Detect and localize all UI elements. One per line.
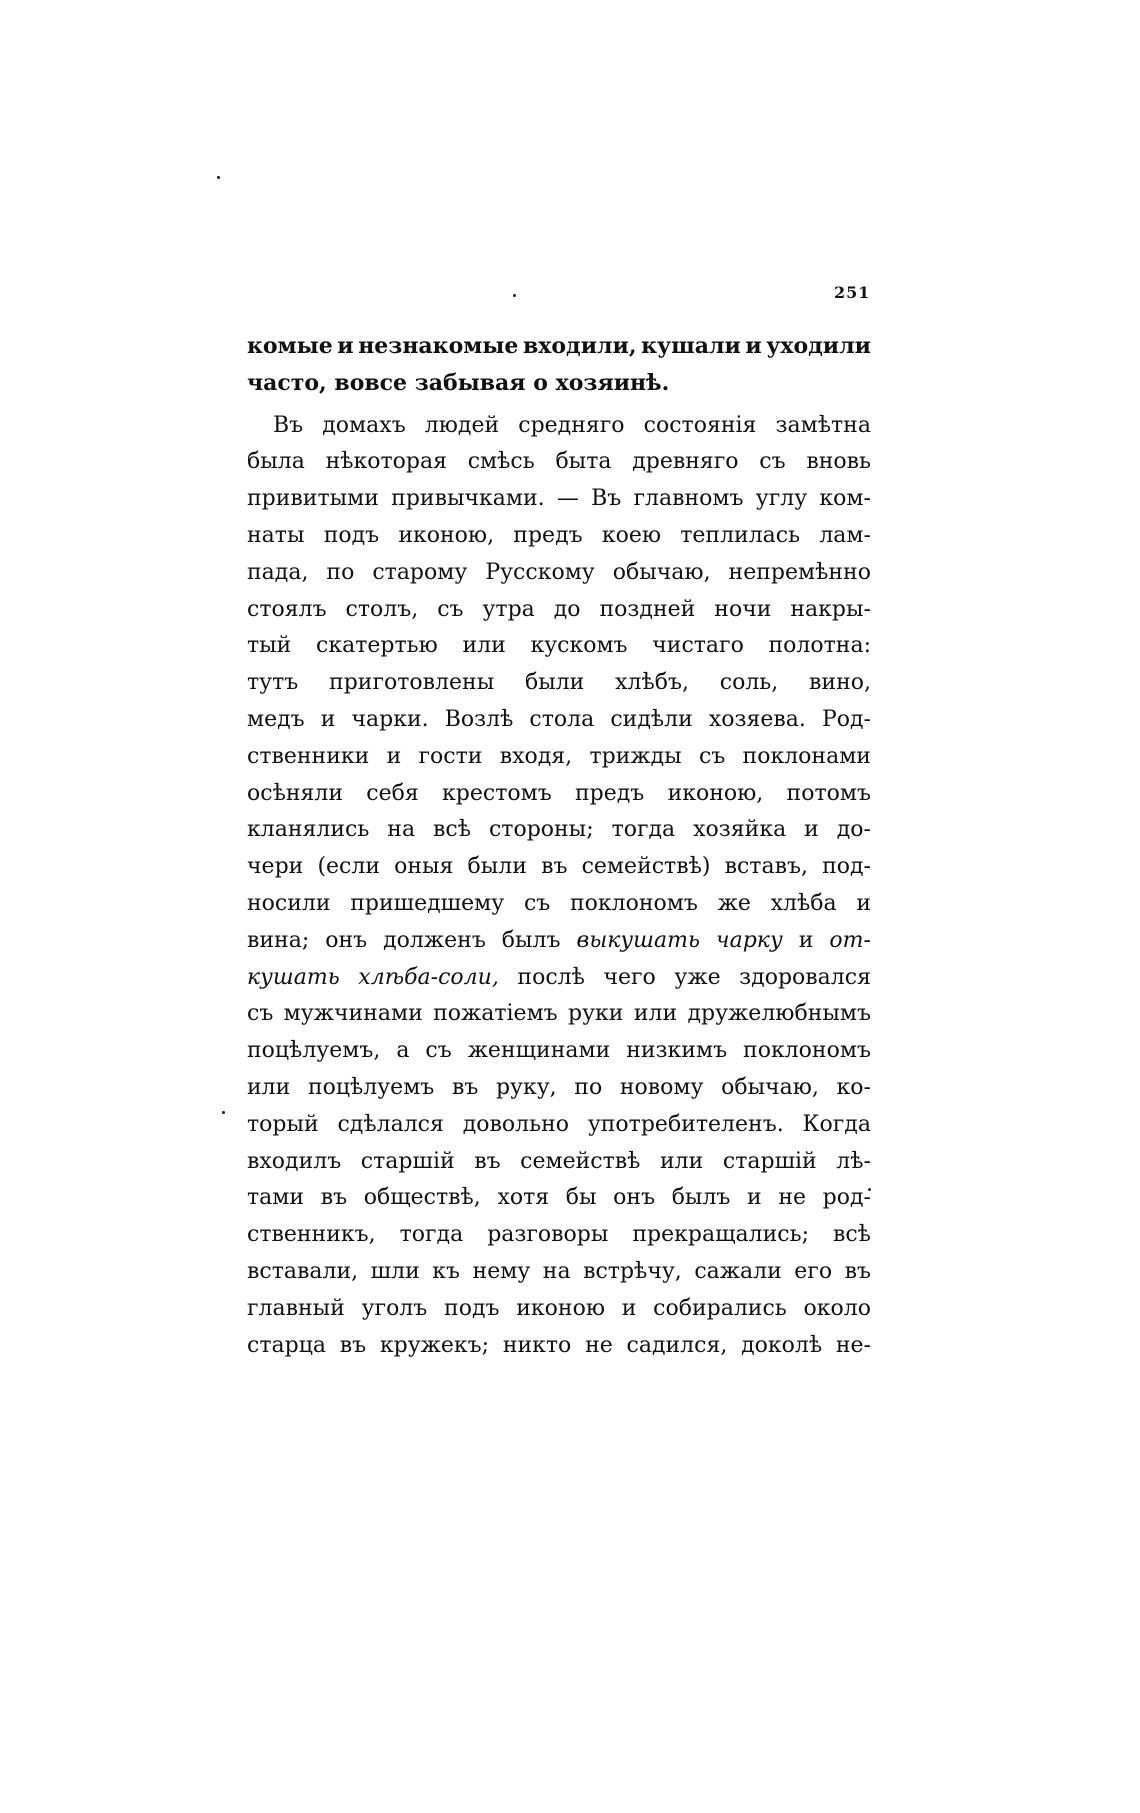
word: соль, (719, 670, 779, 696)
word: вовсе (334, 369, 408, 396)
word: по (326, 559, 355, 585)
word: и (798, 927, 814, 953)
word: приготовлены (329, 670, 495, 696)
word: (если (317, 854, 380, 880)
text-line (247, 996, 871, 1033)
word: съ (437, 596, 464, 622)
word: на (387, 817, 416, 843)
word: Род- (821, 706, 871, 732)
word: на (542, 1258, 571, 1284)
word: уголъ (361, 1295, 428, 1321)
text-line (247, 1070, 871, 1107)
word: низкимъ (626, 1038, 728, 1064)
word: комые (247, 333, 333, 359)
word: хлѣбъ, (615, 670, 689, 696)
word: или (247, 1074, 291, 1100)
word: ко- (836, 1074, 871, 1100)
word: полотна: (768, 633, 871, 659)
text-line (247, 702, 871, 739)
word: сажали (694, 1258, 782, 1284)
word: въ (451, 1074, 479, 1100)
print-speck (222, 1111, 225, 1114)
word: древняго (632, 449, 739, 475)
word: Русскому (485, 559, 595, 585)
word: сдѣлался (337, 1111, 444, 1137)
word: доколѣ (741, 1332, 823, 1358)
word: женщинами (467, 1038, 611, 1064)
word: разговоры (487, 1222, 609, 1248)
text-line (247, 886, 871, 923)
word: состоянія (643, 412, 757, 438)
word: въ (320, 1185, 348, 1211)
word: или (660, 1148, 704, 1174)
text-line (247, 444, 871, 481)
word: столъ, (345, 596, 419, 622)
word: тами (247, 1185, 305, 1211)
word: поздней (599, 596, 696, 622)
word: тутъ (247, 670, 299, 696)
word: главномъ (633, 486, 744, 512)
word: старому (372, 559, 468, 585)
word: ственникъ, (247, 1222, 376, 1248)
word: вставъ, (724, 854, 808, 880)
word: никто (502, 1332, 572, 1358)
print-speck (513, 294, 516, 297)
word: руку, (495, 1074, 557, 1100)
word: кушать (247, 964, 340, 990)
word: привычками. (391, 486, 545, 512)
word: или (462, 633, 506, 659)
text-line (247, 1144, 871, 1181)
word: обычаю, (612, 559, 711, 585)
word: съ (759, 449, 786, 475)
word: около (803, 1295, 871, 1321)
word: былъ (671, 1185, 731, 1211)
text-line (247, 555, 871, 592)
word: до (553, 596, 581, 622)
word: выкушать (576, 927, 700, 953)
word: род- (822, 1185, 871, 1211)
word: скатертью (316, 633, 438, 659)
word: уходили (766, 333, 871, 359)
word: главный (247, 1295, 345, 1321)
word: въ (541, 854, 568, 880)
word: иконою, (398, 522, 495, 548)
word: и (320, 706, 336, 732)
word: вновь (806, 449, 871, 475)
word: сидѣли (610, 706, 693, 732)
word: иконою (516, 1295, 605, 1321)
word: стола (529, 706, 595, 732)
word: съ (247, 1001, 274, 1027)
word: о (533, 369, 548, 396)
word: оныя (394, 854, 454, 880)
word: предъ (574, 780, 645, 806)
word: хлѣба (770, 890, 837, 916)
word: не (778, 1185, 807, 1211)
word: лѣ- (836, 1148, 871, 1174)
word: чего (603, 964, 656, 990)
text-line (247, 481, 871, 518)
word: мужчинами (283, 1001, 423, 1027)
word: замѣтна (775, 412, 871, 438)
text-line (247, 812, 871, 849)
print-speck (217, 176, 220, 179)
word: дружелюбнымъ (687, 1001, 871, 1027)
word: старшій (360, 1148, 455, 1174)
word: входили, (522, 333, 637, 359)
word: углу (755, 486, 808, 512)
word: стороны; (488, 817, 594, 843)
word: трижды (589, 743, 682, 769)
word: долженъ (383, 927, 486, 953)
word: домахъ (322, 412, 406, 438)
word: утра (482, 596, 535, 622)
word: забывая (414, 369, 526, 396)
word: съ (698, 743, 726, 769)
text-line (247, 408, 871, 445)
word: поцѣлуемъ, (247, 1038, 381, 1064)
word: довольно (462, 1111, 569, 1137)
word: кускомъ (530, 633, 628, 659)
word: онъ (325, 927, 368, 953)
word: вина; (247, 927, 310, 953)
word: и (747, 1185, 762, 1211)
word: — (556, 486, 579, 512)
word: съ (523, 890, 551, 916)
word: а (396, 1038, 410, 1064)
word: непремѣнно (728, 559, 871, 585)
word: и (804, 817, 819, 843)
word: кушали (641, 333, 741, 359)
text-line (247, 1328, 871, 1365)
word: употребителенъ. (587, 1111, 784, 1137)
word: незнакомые (358, 333, 519, 359)
word: были (524, 670, 585, 696)
word: уже (674, 964, 721, 990)
word: семействѣ (520, 1148, 641, 1174)
word: кланялись (247, 817, 370, 843)
word: Когда (802, 1111, 871, 1137)
word: хозяйка (693, 817, 787, 843)
word: подъ (444, 1295, 500, 1321)
word: и (621, 1295, 637, 1321)
text-line (247, 923, 871, 960)
word: ственники (247, 743, 370, 769)
word: и (337, 333, 354, 359)
word: медъ (247, 706, 305, 732)
word: нему (472, 1258, 531, 1284)
text-line (247, 1107, 871, 1144)
word: торый (247, 1111, 319, 1137)
word: ком- (819, 486, 871, 512)
word: потомъ (786, 780, 871, 806)
word: къ (432, 1258, 461, 1284)
text-line (247, 849, 871, 886)
word: тогда (399, 1222, 464, 1248)
word: садился, (626, 1332, 728, 1358)
text-line (247, 518, 871, 555)
word: стоялъ (247, 596, 327, 622)
text-line (247, 365, 871, 402)
word: ночи (714, 596, 772, 622)
word: послѣ (517, 964, 585, 990)
word: или (633, 1001, 678, 1027)
word: от- (829, 927, 871, 953)
word: нѣкоторая (325, 449, 447, 475)
word: не (585, 1332, 613, 1358)
word: всѣ (832, 1222, 871, 1248)
word: была (247, 449, 305, 475)
word: хозяева. (708, 706, 806, 732)
word: тый (247, 633, 292, 659)
word: и (386, 743, 402, 769)
word: Въ (273, 412, 304, 438)
word: поклономъ (743, 1038, 871, 1064)
word: новому (619, 1074, 704, 1100)
page-number: 251 (834, 283, 871, 302)
text-line (247, 1033, 871, 1070)
word: не- (835, 1332, 871, 1358)
word: чарки. (351, 706, 429, 732)
word: и (745, 333, 762, 359)
word: предъ (513, 522, 583, 548)
word: съ (425, 1038, 452, 1064)
word: въ (474, 1148, 501, 1174)
text-line (247, 960, 871, 997)
word: хлѣба-соли, (358, 964, 499, 990)
text-line (247, 1217, 871, 1254)
word: иконою, (667, 780, 764, 806)
word: его (794, 1258, 833, 1284)
word: теплилась (680, 522, 801, 548)
word: пришедшему (350, 890, 505, 916)
word: кружекъ; (379, 1332, 490, 1358)
text-line (247, 592, 871, 629)
text-line (247, 628, 871, 665)
word: входя, (499, 743, 573, 769)
word: быта (555, 449, 612, 475)
word: бы (565, 1185, 597, 1211)
word: чарку (715, 927, 783, 953)
word: подъ (323, 522, 380, 548)
word: хозяинѣ. (555, 369, 670, 396)
word: поцѣлуемъ (307, 1074, 435, 1100)
word: крестомъ (442, 780, 552, 806)
word: старца (247, 1332, 326, 1358)
word: наты (247, 522, 305, 548)
word: пада, (247, 559, 309, 585)
word: собирались (653, 1295, 787, 1321)
word: и (856, 890, 871, 916)
text-line (247, 739, 871, 776)
word: прекращались; (632, 1222, 809, 1248)
word: Возлѣ (444, 706, 514, 732)
word: руки (568, 1001, 624, 1027)
word: коею (601, 522, 661, 548)
word: семействѣ) (581, 854, 711, 880)
word: гости (418, 743, 483, 769)
word: до- (836, 817, 871, 843)
word: людей (424, 412, 500, 438)
word: входилъ (247, 1148, 342, 1174)
word: чери (247, 854, 304, 880)
word: пожатіемъ (433, 1001, 558, 1027)
word: смѣсь (467, 449, 535, 475)
text-line (247, 1254, 871, 1291)
word: часто, (247, 369, 327, 396)
word: были (467, 854, 527, 880)
word: вино, (809, 670, 871, 696)
word: обычаю, (721, 1074, 819, 1100)
text-line (247, 1180, 871, 1217)
text-line (247, 776, 871, 813)
word: себя (366, 780, 419, 806)
word: здоровался (739, 964, 871, 990)
word: тогда (611, 817, 676, 843)
word: под- (822, 854, 871, 880)
text-line (247, 328, 871, 365)
word: по (574, 1074, 603, 1100)
word: всѣ (433, 817, 471, 843)
word: встрѣчу, (583, 1258, 682, 1284)
word: шли (370, 1258, 420, 1284)
text-line (247, 1291, 871, 1328)
word: привитыми (247, 486, 379, 512)
word: онъ (613, 1185, 656, 1211)
word: носили (247, 890, 331, 916)
body-text (247, 328, 871, 1364)
word: лам- (819, 522, 871, 548)
word: накры- (790, 596, 871, 622)
word: въ (339, 1332, 367, 1358)
word: поклонами (742, 743, 871, 769)
word: вставали, (247, 1258, 359, 1284)
word: хотя (497, 1185, 550, 1211)
word: въ (844, 1258, 871, 1284)
word: старшій (722, 1148, 817, 1174)
word: обществѣ, (363, 1185, 481, 1211)
word: осѣняли (247, 780, 344, 806)
word: Въ (591, 486, 622, 512)
text-line (247, 665, 871, 702)
word: же (717, 890, 751, 916)
word: поклономъ (569, 890, 698, 916)
word: средняго (518, 412, 625, 438)
word: чистаго (652, 633, 744, 659)
word: былъ (501, 927, 561, 953)
